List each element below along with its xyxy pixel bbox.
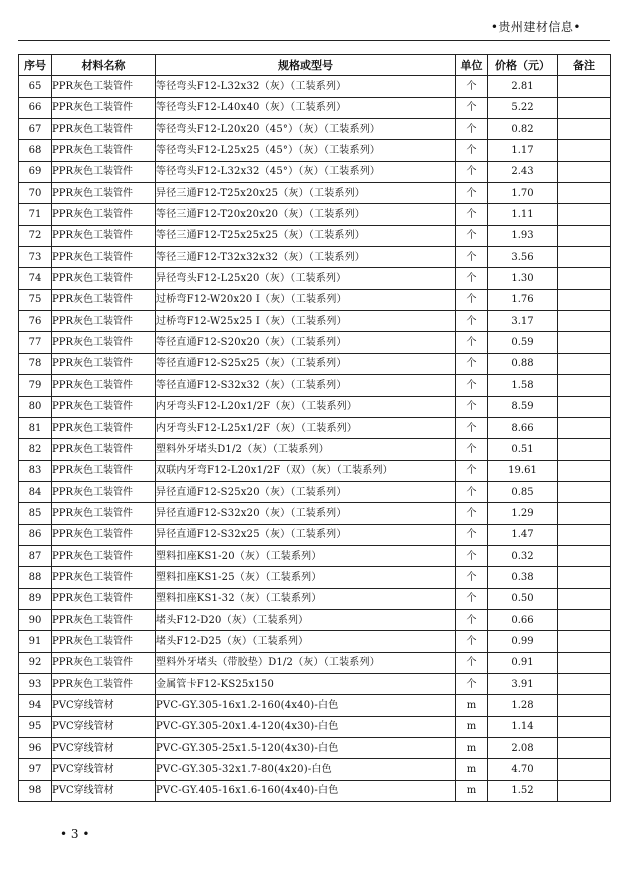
cell-no: 91 [19, 631, 52, 652]
cell-unit: m [456, 738, 488, 759]
cell-name: PPR灰色工装管件 [52, 311, 156, 332]
cell-no: 80 [19, 396, 52, 417]
cell-remark [558, 588, 611, 609]
cell-spec: 等径弯头F12-L32x32（灰）（工装系列） [156, 76, 456, 97]
table-row [19, 204, 611, 225]
cell-remark [558, 247, 611, 268]
cell-spec: PVC-GY.305-25x1.5-120(4x30)-白色 [156, 738, 456, 759]
cell-name: PPR灰色工装管件 [52, 119, 156, 140]
cell-remark [558, 375, 611, 396]
cell-unit: 个 [456, 652, 488, 673]
cell-name: PPR灰色工装管件 [52, 76, 156, 97]
cell-price: 0.85 [488, 481, 558, 502]
cell-name: PPR灰色工装管件 [52, 332, 156, 353]
cell-spec: 堵头F12-D20（灰）（工装系列） [156, 609, 456, 630]
table-row [19, 503, 611, 524]
cell-name: PVC穿线管材 [52, 716, 156, 737]
cell-spec: 金属管卡F12-KS25x150 [156, 673, 456, 694]
cell-remark [558, 567, 611, 588]
cell-name: PPR灰色工装管件 [52, 268, 156, 289]
table-header-row [19, 55, 611, 76]
table-row [19, 268, 611, 289]
table-row [19, 652, 611, 673]
cell-no: 95 [19, 716, 52, 737]
cell-no: 81 [19, 417, 52, 438]
cell-remark [558, 524, 611, 545]
column-header-price: 价格（元） [488, 55, 558, 76]
cell-name: PPR灰色工装管件 [52, 460, 156, 481]
cell-no: 88 [19, 567, 52, 588]
cell-no: 93 [19, 673, 52, 694]
cell-unit: 个 [456, 204, 488, 225]
cell-remark [558, 695, 611, 716]
cell-unit: 个 [456, 311, 488, 332]
cell-no: 65 [19, 76, 52, 97]
cell-name: PPR灰色工装管件 [52, 140, 156, 161]
page-number: • 3 • [60, 827, 90, 841]
cell-remark [558, 289, 611, 310]
cell-no: 85 [19, 503, 52, 524]
cell-no: 67 [19, 119, 52, 140]
cell-name: PPR灰色工装管件 [52, 375, 156, 396]
cell-unit: 个 [456, 119, 488, 140]
cell-unit: 个 [456, 375, 488, 396]
cell-name: PPR灰色工装管件 [52, 225, 156, 246]
cell-price: 1.11 [488, 204, 558, 225]
cell-remark [558, 716, 611, 737]
cell-spec: PVC-GY.305-20x1.4-120(4x30)-白色 [156, 716, 456, 737]
cell-no: 98 [19, 780, 52, 801]
cell-spec: 过桥弯F12-W20x20 Ⅰ（灰）（工装系列） [156, 289, 456, 310]
table-row [19, 375, 611, 396]
cell-name: PPR灰色工装管件 [52, 183, 156, 204]
cell-unit: 个 [456, 588, 488, 609]
cell-name: PVC穿线管材 [52, 695, 156, 716]
cell-spec: 等径直通F12-S32x32（灰）（工装系列） [156, 375, 456, 396]
cell-remark [558, 780, 611, 801]
cell-no: 92 [19, 652, 52, 673]
cell-name: PPR灰色工装管件 [52, 97, 156, 118]
cell-price: 2.43 [488, 161, 558, 182]
cell-unit: m [456, 716, 488, 737]
table-row [19, 716, 611, 737]
cell-unit: 个 [456, 524, 488, 545]
cell-remark [558, 311, 611, 332]
cell-remark [558, 631, 611, 652]
cell-unit: 个 [456, 545, 488, 566]
table-row [19, 631, 611, 652]
cell-price: 0.88 [488, 353, 558, 374]
cell-unit: 个 [456, 76, 488, 97]
cell-price: 1.70 [488, 183, 558, 204]
table-row [19, 225, 611, 246]
table-row [19, 609, 611, 630]
cell-price: 0.32 [488, 545, 558, 566]
cell-remark [558, 417, 611, 438]
cell-spec: 双联内牙弯F12-L20x1/2F（双）（灰）（工装系列） [156, 460, 456, 481]
cell-unit: 个 [456, 225, 488, 246]
cell-remark [558, 332, 611, 353]
table-row [19, 695, 611, 716]
cell-unit: 个 [456, 439, 488, 460]
cell-remark [558, 204, 611, 225]
cell-no: 82 [19, 439, 52, 460]
cell-remark [558, 652, 611, 673]
cell-name: PPR灰色工装管件 [52, 289, 156, 310]
cell-spec: 堵头F12-D25（灰）（工装系列） [156, 631, 456, 652]
cell-price: 19.61 [488, 460, 558, 481]
cell-name: PPR灰色工装管件 [52, 545, 156, 566]
table-row [19, 76, 611, 97]
cell-remark [558, 140, 611, 161]
cell-spec: 异径三通F12-T25x20x25（灰）（工装系列） [156, 183, 456, 204]
cell-remark [558, 396, 611, 417]
table-row [19, 161, 611, 182]
cell-price: 2.81 [488, 76, 558, 97]
cell-price: 1.30 [488, 268, 558, 289]
cell-no: 96 [19, 738, 52, 759]
cell-spec: 等径三通F12-T20x20x20（灰）（工装系列） [156, 204, 456, 225]
cell-no: 71 [19, 204, 52, 225]
cell-spec: 塑料扣座KS1-20（灰）（工装系列） [156, 545, 456, 566]
cell-name: PPR灰色工装管件 [52, 652, 156, 673]
cell-price: 1.17 [488, 140, 558, 161]
cell-no: 77 [19, 332, 52, 353]
cell-name: PPR灰色工装管件 [52, 503, 156, 524]
table-row [19, 289, 611, 310]
cell-no: 79 [19, 375, 52, 396]
cell-price: 8.59 [488, 396, 558, 417]
cell-no: 78 [19, 353, 52, 374]
cell-spec: 异径弯头F12-L25x20（灰）（工装系列） [156, 268, 456, 289]
cell-remark [558, 738, 611, 759]
cell-name: PPR灰色工装管件 [52, 609, 156, 630]
cell-remark [558, 268, 611, 289]
cell-price: 1.58 [488, 375, 558, 396]
cell-unit: m [456, 759, 488, 780]
cell-name: PPR灰色工装管件 [52, 439, 156, 460]
column-header-no: 序号 [19, 55, 52, 76]
cell-unit: m [456, 780, 488, 801]
table-row [19, 353, 611, 374]
cell-price: 0.82 [488, 119, 558, 140]
cell-spec: 等径弯头F12-L20x20（45°）（灰）（工装系列） [156, 119, 456, 140]
cell-price: 3.17 [488, 311, 558, 332]
cell-no: 84 [19, 481, 52, 502]
cell-name: PPR灰色工装管件 [52, 588, 156, 609]
cell-unit: 个 [456, 631, 488, 652]
cell-name: PPR灰色工装管件 [52, 631, 156, 652]
cell-price: 0.99 [488, 631, 558, 652]
cell-remark [558, 76, 611, 97]
cell-spec: 等径直通F12-S25x25（灰）（工装系列） [156, 353, 456, 374]
cell-unit: 个 [456, 417, 488, 438]
cell-price: 0.51 [488, 439, 558, 460]
cell-name: PPR灰色工装管件 [52, 353, 156, 374]
cell-unit: 个 [456, 140, 488, 161]
cell-no: 76 [19, 311, 52, 332]
cell-spec: 等径弯头F12-L40x40（灰）（工装系列） [156, 97, 456, 118]
cell-unit: 个 [456, 396, 488, 417]
cell-price: 0.38 [488, 567, 558, 588]
cell-spec: 塑料扣座KS1-25（灰）（工装系列） [156, 567, 456, 588]
cell-price: 0.50 [488, 588, 558, 609]
cell-price: 0.59 [488, 332, 558, 353]
cell-price: 1.76 [488, 289, 558, 310]
table-body [19, 76, 611, 802]
cell-name: PVC穿线管材 [52, 738, 156, 759]
cell-remark [558, 119, 611, 140]
cell-no: 74 [19, 268, 52, 289]
cell-no: 69 [19, 161, 52, 182]
cell-name: PPR灰色工装管件 [52, 673, 156, 694]
page-header-title: •贵州建材信息• [490, 20, 581, 34]
table-row [19, 545, 611, 566]
cell-spec: 内牙弯头F12-L20x1/2F（灰）（工装系列） [156, 396, 456, 417]
cell-price: 8.66 [488, 417, 558, 438]
table-row [19, 567, 611, 588]
cell-name: PPR灰色工装管件 [52, 417, 156, 438]
cell-remark [558, 673, 611, 694]
cell-unit: 个 [456, 289, 488, 310]
cell-unit: 个 [456, 97, 488, 118]
cell-spec: 塑料外牙堵头（带胶垫）D1/2（灰）（工装系列） [156, 652, 456, 673]
cell-price: 1.29 [488, 503, 558, 524]
cell-remark [558, 353, 611, 374]
cell-name: PPR灰色工装管件 [52, 161, 156, 182]
cell-price: 0.91 [488, 652, 558, 673]
cell-no: 75 [19, 289, 52, 310]
cell-no: 94 [19, 695, 52, 716]
cell-price: 0.66 [488, 609, 558, 630]
cell-spec: 等径三通F12-T25x25x25（灰）（工装系列） [156, 225, 456, 246]
cell-name: PPR灰色工装管件 [52, 567, 156, 588]
cell-name: PVC穿线管材 [52, 759, 156, 780]
cell-price: 1.14 [488, 716, 558, 737]
cell-unit: 个 [456, 503, 488, 524]
column-header-remark: 备注 [558, 55, 611, 76]
cell-spec: 塑料扣座KS1-32（灰）（工装系列） [156, 588, 456, 609]
cell-name: PPR灰色工装管件 [52, 204, 156, 225]
cell-spec: PVC-GY.305-32x1.7-80(4x20)-白色 [156, 759, 456, 780]
cell-remark [558, 545, 611, 566]
cell-spec: 异径直通F12-S25x20（灰）（工装系列） [156, 481, 456, 502]
cell-price: 4.70 [488, 759, 558, 780]
cell-remark [558, 97, 611, 118]
header-divider [18, 40, 610, 41]
cell-spec: PVC-GY.405-16x1.6-160(4x40)-白色 [156, 780, 456, 801]
table-row [19, 738, 611, 759]
price-table [18, 54, 611, 802]
cell-no: 68 [19, 140, 52, 161]
cell-unit: 个 [456, 609, 488, 630]
cell-price: 1.93 [488, 225, 558, 246]
cell-spec: 等径直通F12-S20x20（灰）（工装系列） [156, 332, 456, 353]
cell-price: 5.22 [488, 97, 558, 118]
table-row [19, 780, 611, 801]
cell-spec: 异径直通F12-S32x20（灰）（工装系列） [156, 503, 456, 524]
cell-unit: 个 [456, 161, 488, 182]
cell-remark [558, 161, 611, 182]
cell-remark [558, 460, 611, 481]
table-row [19, 417, 611, 438]
cell-unit: 个 [456, 481, 488, 502]
cell-unit: 个 [456, 460, 488, 481]
table-row [19, 119, 611, 140]
cell-price: 3.91 [488, 673, 558, 694]
cell-no: 66 [19, 97, 52, 118]
cell-unit: 个 [456, 268, 488, 289]
table-row [19, 759, 611, 780]
cell-price: 2.08 [488, 738, 558, 759]
table-row [19, 311, 611, 332]
cell-name: PPR灰色工装管件 [52, 247, 156, 268]
table-row [19, 439, 611, 460]
cell-name: PVC穿线管材 [52, 780, 156, 801]
cell-spec: 等径弯头F12-L25x25（45°）（灰）（工装系列） [156, 140, 456, 161]
cell-spec: 等径弯头F12-L32x32（45°）（灰）（工装系列） [156, 161, 456, 182]
table-row [19, 460, 611, 481]
column-header-spec: 规格或型号 [156, 55, 456, 76]
cell-no: 70 [19, 183, 52, 204]
cell-spec: 塑料外牙堵头D1/2（灰）（工装系列） [156, 439, 456, 460]
cell-spec: 过桥弯F12-W25x25 Ⅰ（灰）（工装系列） [156, 311, 456, 332]
cell-no: 73 [19, 247, 52, 268]
cell-name: PPR灰色工装管件 [52, 396, 156, 417]
cell-unit: 个 [456, 673, 488, 694]
table-row [19, 481, 611, 502]
cell-no: 72 [19, 225, 52, 246]
table-row [19, 183, 611, 204]
cell-remark [558, 439, 611, 460]
cell-unit: m [456, 695, 488, 716]
cell-unit: 个 [456, 353, 488, 374]
cell-price: 3.56 [488, 247, 558, 268]
cell-name: PPR灰色工装管件 [52, 524, 156, 545]
cell-remark [558, 225, 611, 246]
cell-unit: 个 [456, 183, 488, 204]
cell-price: 1.28 [488, 695, 558, 716]
table-row [19, 673, 611, 694]
table-row [19, 396, 611, 417]
cell-spec: 异径直通F12-S32x25（灰）（工装系列） [156, 524, 456, 545]
column-header-unit: 单位 [456, 55, 488, 76]
cell-unit: 个 [456, 332, 488, 353]
table-row [19, 140, 611, 161]
cell-remark [558, 481, 611, 502]
table-row [19, 332, 611, 353]
cell-remark [558, 503, 611, 524]
cell-no: 90 [19, 609, 52, 630]
table-row [19, 247, 611, 268]
cell-price: 1.52 [488, 780, 558, 801]
cell-spec: 等径三通F12-T32x32x32（灰）（工装系列） [156, 247, 456, 268]
cell-name: PPR灰色工装管件 [52, 481, 156, 502]
table-row [19, 588, 611, 609]
cell-remark [558, 183, 611, 204]
cell-unit: 个 [456, 247, 488, 268]
cell-no: 86 [19, 524, 52, 545]
cell-no: 87 [19, 545, 52, 566]
cell-price: 1.47 [488, 524, 558, 545]
cell-remark [558, 609, 611, 630]
table-row [19, 97, 611, 118]
cell-spec: PVC-GY.305-16x1.2-160(4x40)-白色 [156, 695, 456, 716]
cell-no: 83 [19, 460, 52, 481]
cell-spec: 内牙弯头F12-L25x1/2F（灰）（工装系列） [156, 417, 456, 438]
cell-no: 97 [19, 759, 52, 780]
cell-remark [558, 759, 611, 780]
column-header-name: 材料名称 [52, 55, 156, 76]
cell-unit: 个 [456, 567, 488, 588]
cell-no: 89 [19, 588, 52, 609]
table-row [19, 524, 611, 545]
